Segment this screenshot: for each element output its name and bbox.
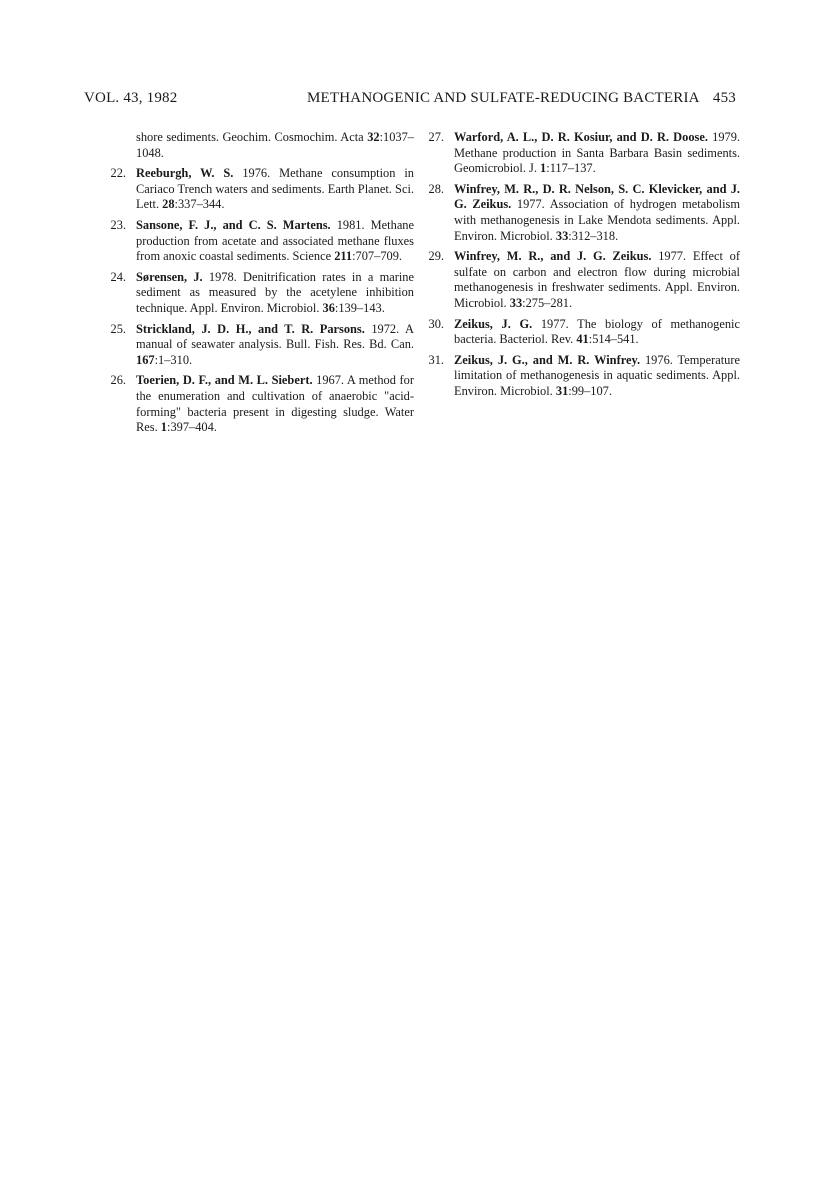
reference-year: 1977. [511, 197, 545, 212]
reference-entry [104, 218, 414, 265]
reference-number: 24. [110, 269, 126, 284]
reference-number: 23. [110, 217, 126, 232]
reference-year: 1972. [364, 321, 400, 336]
reference-text: Methane consumption in Cariaco Trench waters and sediments. Earth Planet. Sci. Lett. [136, 166, 414, 212]
reference-pages: :514–541. [588, 332, 639, 347]
reference-year: 1967. [312, 373, 345, 388]
reference-authors: Zeikus, J. G. [454, 316, 533, 331]
reference-authors: Winfrey, M. R., and J. G. Zeikus. [454, 249, 652, 264]
reference-text: Association of hydrogen metabolism with methanogenesis in Lake Mendota sediments. Appl. Environ. Microbiol. [454, 197, 740, 243]
running-title: METHANOGENIC AND SULFATE-REDUCING BACTERIA [307, 90, 700, 106]
reference-authors: Warford, A. L., D. R. Kosiur, and D. R. Doose. [454, 130, 708, 144]
reference-authors: Sørensen, J. [136, 269, 203, 284]
page-number: 453 [712, 90, 736, 106]
reference-volume: 41 [576, 332, 589, 347]
reference-entry [104, 322, 414, 369]
reference-entry [104, 166, 414, 213]
reference-pages: :99–107. [568, 383, 612, 398]
references-left-column [104, 130, 414, 441]
reference-volume: 33 [555, 228, 569, 243]
reference-text: Temperature limitation of methanogenesis in aquatic sediments. Appl. Environ. Microbiol. [454, 352, 740, 398]
reference-volume: 211 [334, 249, 353, 264]
reference-year: 1977. [651, 249, 687, 264]
reference-entry [422, 130, 740, 177]
reference-text: Effect of sulfate on carbon and electron flow during microbial methanogenesis in freshwater sediments. Appl. Environ. Microbiol. [454, 249, 740, 310]
reference-year: 1976. [233, 166, 271, 181]
reference-number: 31. [428, 352, 444, 367]
reference-text: Denitrification rates in a marine sediment as measured by the acetylene inhibition technique. Appl. Environ. Microbiol. [136, 269, 414, 315]
running-header [84, 90, 736, 112]
reference-text: Methane production from acetate and associated methane fluxes from anoxic coastal sediments. Science [136, 217, 415, 264]
reference-pages: :117–137. [546, 161, 596, 176]
volume-label: VOL. 43, 1982 [84, 90, 178, 106]
reference-entry [104, 270, 414, 317]
reference-entry [422, 317, 740, 348]
reference-volume: 1 [540, 161, 547, 176]
reference-entry [104, 373, 414, 435]
reference-entry [422, 182, 740, 244]
reference-year: 1978. [202, 269, 237, 284]
reference-pages: :1037–1048. [136, 130, 414, 160]
reference-number: 27. [428, 130, 444, 144]
reference-number: 30. [428, 316, 444, 331]
reference-pages: :1–310. [154, 352, 193, 367]
reference-volume: 31 [555, 383, 569, 398]
reference-volume: 28 [162, 197, 175, 212]
reference-number: 22. [110, 166, 126, 181]
reference-volume: 33 [509, 295, 523, 310]
reference-number: 29. [428, 249, 444, 264]
reference-year: 1979. [707, 130, 741, 144]
reference-pages: :337–344. [174, 197, 225, 212]
reference-number: 26. [110, 373, 126, 388]
reference-volume: 36 [322, 300, 335, 315]
reference-authors: Sansone, F. J., and C. S. Martens. [136, 217, 331, 232]
reference-text: A method for the enumeration and cultivation of anaerobic "acid-forming" bacteria present in digesting sludge. Water Res. [136, 373, 414, 435]
reference-number: 25. [110, 321, 126, 336]
reference-pages: :397–404. [167, 420, 217, 435]
reference-authors: Strickland, J. D. H., and T. R. Parsons. [136, 321, 365, 336]
reference-pages: :275–281. [522, 295, 573, 310]
reference-authors: Toerien, D. F., and M. L. Siebert. [136, 373, 313, 388]
reference-volume: 32 [367, 130, 380, 144]
reference-volume: 167 [136, 352, 155, 367]
reference-authors: Reeburgh, W. S. [136, 166, 234, 181]
reference-entry [104, 130, 414, 161]
reference-number: 28. [428, 181, 444, 196]
reference-authors: Zeikus, J. G., and M. R. Winfrey. [454, 352, 641, 367]
reference-year: 1981. [330, 217, 365, 232]
reference-text: Methane production in Santa Barbara Basin sediments. Geomicrobiol. J. [454, 145, 740, 176]
reference-text: A manual of seawater analysis. Bull. Fish. Res. Bd. Can. [136, 321, 414, 352]
reference-pages: :312–318. [568, 228, 619, 243]
reference-text: The biology of methanogenic bacteria. Bacteriol. Rev. [454, 316, 740, 347]
reference-volume: 1 [160, 420, 167, 435]
reference-authors: Winfrey, M. R., D. R. Nelson, S. C. Klevicker, and J. G. Zeikus. [454, 181, 740, 212]
reference-text: shore sediments. Geochim. Cosmochim. Acta [136, 130, 368, 144]
reference-year: 1976. [640, 352, 673, 367]
reference-pages: :707–709. [352, 249, 403, 264]
reference-pages: :139–143. [334, 300, 385, 315]
reference-year: 1977. [532, 316, 569, 331]
reference-entry [422, 249, 740, 311]
reference-entry [422, 353, 740, 400]
references-right-column [422, 130, 740, 405]
